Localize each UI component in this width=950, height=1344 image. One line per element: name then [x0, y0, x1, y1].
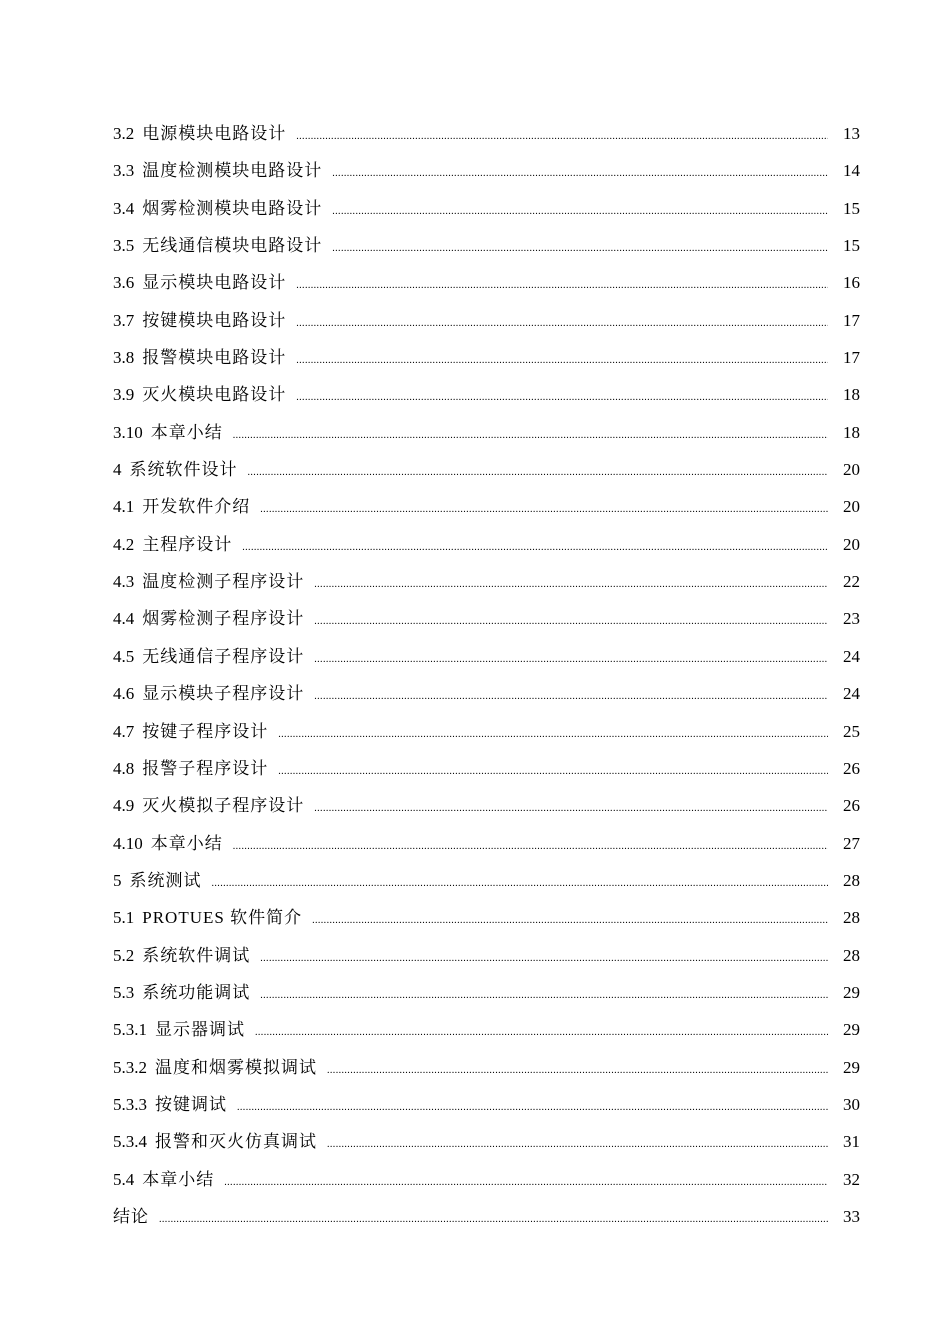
toc-entry[interactable]	[113, 526, 860, 563]
toc-entry[interactable]	[113, 713, 860, 750]
toc-entry[interactable]	[113, 974, 860, 1011]
toc-entry-number: 4.8	[113, 758, 135, 778]
toc-entry-title: 系统软件调试	[142, 945, 251, 965]
toc-entry-number: 4.7	[113, 721, 135, 741]
toc-entry-number: 3.9	[113, 385, 135, 405]
toc-dot-leader	[278, 767, 828, 777]
toc-entry[interactable]	[113, 1049, 860, 1086]
toc-entry-number: 3.10	[113, 422, 143, 442]
toc-dot-leader	[242, 543, 828, 553]
toc-dot-leader	[260, 991, 828, 1001]
toc-entry-page-number: 26	[843, 758, 860, 778]
toc-entry-page-number: 30	[843, 1094, 860, 1114]
toc-entry[interactable]	[113, 451, 860, 488]
toc-entry-title: 系统测试	[129, 870, 202, 890]
toc-entry[interactable]	[113, 1086, 860, 1123]
toc-entry[interactable]	[113, 1198, 860, 1235]
toc-entry-page-number: 23	[843, 609, 860, 629]
toc-entry-title: 显示模块子程序设计	[142, 684, 305, 704]
toc-entry-page-number: 18	[843, 385, 860, 405]
toc-entry-page-number: 15	[843, 198, 860, 218]
toc-entry-number: 3.6	[113, 273, 135, 293]
toc-entry-title: 主程序设计	[142, 534, 233, 554]
toc-dot-leader	[327, 1066, 828, 1076]
toc-entry-page-number: 27	[843, 833, 860, 853]
toc-entry-page-number: 14	[843, 161, 860, 181]
toc-dot-leader	[233, 842, 828, 852]
toc-entry-number: 4	[113, 460, 122, 480]
toc-entry[interactable]	[113, 899, 860, 936]
toc-entry[interactable]	[113, 825, 860, 862]
toc-dot-leader	[327, 1140, 828, 1150]
toc-entry-page-number: 13	[843, 124, 860, 143]
toc-dot-leader	[296, 393, 828, 403]
toc-entry-page-number: 29	[843, 982, 860, 1002]
toc-dot-leader	[296, 132, 828, 142]
toc-entry-number: 3.3	[113, 161, 135, 181]
toc-entry-title: 系统功能调试	[142, 982, 251, 1002]
toc-entry[interactable]	[113, 227, 860, 264]
toc-dot-leader	[159, 1215, 828, 1225]
toc-entry[interactable]	[113, 376, 860, 413]
toc-entry-title: 无线通信子程序设计	[142, 646, 305, 666]
toc-entry-page-number: 26	[843, 796, 860, 816]
toc-entry[interactable]	[113, 152, 860, 189]
toc-dot-leader	[296, 281, 828, 291]
toc-dot-leader	[237, 1103, 828, 1113]
toc-dot-leader	[314, 580, 828, 590]
toc-entry-number: 5.3.2	[113, 1057, 147, 1077]
toc-dot-leader	[332, 244, 828, 254]
toc-entry[interactable]	[113, 190, 860, 227]
toc-entry-number: 5.3	[113, 982, 135, 1002]
toc-entry-number: 5.3.1	[113, 1020, 147, 1040]
toc-entry-page-number: 29	[843, 1020, 860, 1040]
toc-entry-page-number: 16	[843, 273, 860, 293]
toc-entry-title: 报警子程序设计	[142, 758, 269, 778]
toc-entry[interactable]	[113, 1011, 860, 1048]
toc-entry[interactable]	[113, 675, 860, 712]
toc-entry-page-number: 20	[843, 460, 860, 480]
toc-dot-leader	[278, 730, 828, 740]
toc-entry-number: 3.2	[113, 124, 135, 143]
toc-entry-page-number: 20	[843, 534, 860, 554]
toc-dot-leader	[296, 319, 828, 329]
toc-entry-page-number: 25	[843, 721, 860, 741]
toc-dot-leader	[314, 655, 828, 665]
toc-entry-page-number: 20	[843, 497, 860, 517]
toc-entry-page-number: 17	[843, 310, 860, 330]
toc-dot-leader	[260, 505, 828, 515]
toc-entry-title: 系统软件设计	[129, 460, 238, 480]
toc-entry-title: 温度和烟雾模拟调试	[155, 1057, 317, 1077]
toc-entry-number: 4.2	[113, 534, 135, 554]
toc-entry[interactable]	[113, 862, 860, 899]
toc-entry-number: 5.3.4	[113, 1132, 147, 1152]
toc-entry[interactable]	[113, 414, 860, 451]
toc-entry-number: 3.5	[113, 236, 135, 256]
toc-dot-leader	[314, 617, 828, 627]
toc-entry[interactable]	[113, 488, 860, 525]
toc-entry[interactable]	[113, 563, 860, 600]
toc-entry-number: 4.1	[113, 497, 135, 517]
toc-entry-title: 灭火模块电路设计	[142, 385, 287, 405]
toc-entry-title: 报警模块电路设计	[142, 348, 287, 368]
toc-entry-title: 开发软件介绍	[142, 497, 251, 517]
toc-entry-number: 5.2	[113, 945, 135, 965]
toc-dot-leader	[212, 879, 829, 889]
toc-entry-number: 5.1	[113, 908, 135, 928]
toc-entry-title: 温度检测模块电路设计	[142, 161, 323, 181]
toc-entry-page-number: 17	[843, 348, 860, 368]
toc-entry-title: 显示模块电路设计	[142, 273, 287, 293]
toc-entry[interactable]	[113, 302, 860, 339]
toc-entry-number: 4.6	[113, 684, 135, 704]
toc-dot-leader	[248, 468, 829, 478]
toc-entry-number: 3.7	[113, 310, 135, 330]
toc-entry-page-number: 28	[843, 945, 860, 965]
toc-dot-leader	[296, 356, 828, 366]
toc-entry-number: 4.3	[113, 572, 135, 592]
toc-dot-leader	[224, 1178, 828, 1188]
toc-entry-page-number: 33	[843, 1206, 860, 1226]
toc-entry-title: 按键模块电路设计	[142, 310, 287, 330]
toc-entry-number: 5.4	[113, 1169, 135, 1189]
toc-entry-number: 5.3.3	[113, 1094, 147, 1114]
toc-entry-page-number: 28	[843, 908, 860, 928]
table-of-contents	[113, 115, 860, 1235]
toc-entry-page-number: 28	[843, 870, 860, 890]
toc-entry-title: 按键子程序设计	[142, 721, 269, 741]
toc-entry-page-number: 24	[843, 646, 860, 666]
toc-entry-title: 电源模块电路设计	[142, 124, 287, 143]
toc-entry-page-number: 31	[843, 1132, 860, 1152]
toc-entry-page-number: 22	[843, 572, 860, 592]
toc-entry[interactable]	[113, 264, 860, 301]
toc-entry-title: 烟雾检测子程序设计	[142, 609, 305, 629]
toc-entry-page-number: 15	[843, 236, 860, 256]
toc-entry[interactable]	[113, 937, 860, 974]
toc-entry-title: 按键调试	[155, 1094, 227, 1114]
toc-dot-leader	[260, 954, 828, 964]
toc-entry[interactable]	[113, 638, 860, 675]
toc-entry-title: 本章小结	[150, 833, 223, 853]
toc-entry[interactable]	[113, 115, 860, 152]
toc-entry[interactable]	[113, 750, 860, 787]
toc-entry-number: 3.8	[113, 348, 135, 368]
toc-dot-leader	[233, 431, 828, 441]
toc-entry[interactable]	[113, 1123, 860, 1160]
toc-entry[interactable]	[113, 339, 860, 376]
toc-entry-number: 3.4	[113, 198, 135, 218]
toc-dot-leader	[314, 804, 828, 814]
toc-entry-title: 结论	[113, 1206, 149, 1226]
toc-entry-title: 温度检测子程序设计	[142, 572, 305, 592]
toc-entry-number: 4.10	[113, 833, 143, 853]
toc-dot-leader	[314, 692, 828, 702]
toc-dot-leader	[312, 916, 828, 926]
toc-entry-number: 4.5	[113, 646, 135, 666]
toc-entry[interactable]	[113, 600, 860, 637]
toc-entry-title: 报警和灭火仿真调试	[155, 1132, 317, 1152]
toc-entry-page-number: 18	[843, 422, 860, 442]
toc-dot-leader	[332, 169, 828, 179]
toc-entry-title: 本章小结	[142, 1169, 215, 1189]
toc-entry-number: 4.4	[113, 609, 135, 629]
toc-entry-page-number: 24	[843, 684, 860, 704]
toc-dot-leader	[255, 1028, 828, 1038]
toc-entry[interactable]	[113, 1161, 860, 1198]
toc-entry-title: 显示器调试	[155, 1020, 245, 1040]
toc-entry-title: 灭火模拟子程序设计	[142, 796, 305, 816]
toc-entry-page-number: 29	[843, 1057, 860, 1077]
toc-entry-title: 本章小结	[150, 422, 223, 442]
toc-dot-leader	[332, 207, 828, 217]
toc-entry[interactable]	[113, 787, 860, 824]
toc-entry-title: 无线通信模块电路设计	[142, 236, 323, 256]
toc-entry-number: 5	[113, 870, 122, 890]
toc-entry-page-number: 32	[843, 1169, 860, 1189]
toc-entry-number: 4.9	[113, 796, 135, 816]
toc-entry-title: PROTUES 软件简介	[142, 908, 303, 928]
toc-entry-title: 烟雾检测模块电路设计	[142, 198, 323, 218]
